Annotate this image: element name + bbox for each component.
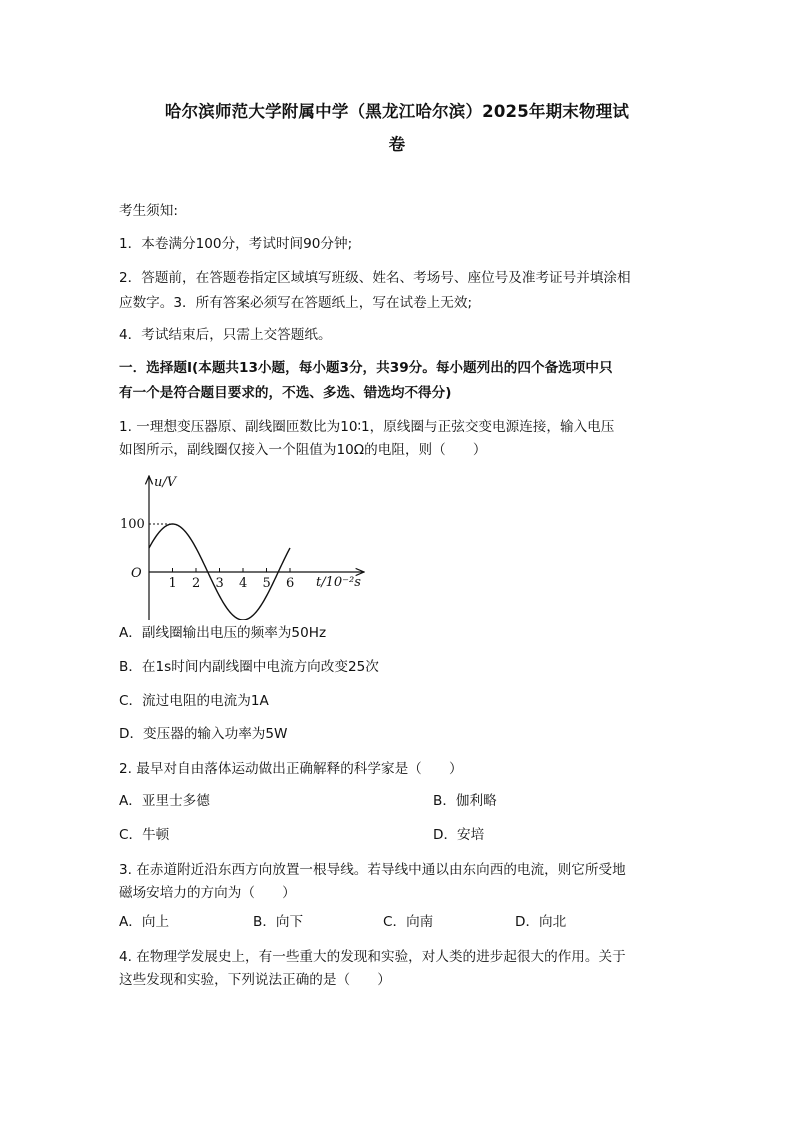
voltage-time-graph <box>118 470 378 620</box>
x-tick-label-5: 5 <box>262 576 271 591</box>
q2-option-c[interactable]: C．牛顿 <box>119 827 170 843</box>
x-tick-label-4: 4 <box>239 576 248 591</box>
q2-option-b[interactable]: B．伽利略 <box>433 793 497 809</box>
x-tick-label-1: 1 <box>168 576 177 591</box>
x-axis-label: t/10⁻²s <box>316 575 361 590</box>
y-axis-label: u/V <box>154 475 177 490</box>
q2-option-d[interactable]: D．安培 <box>433 827 485 843</box>
q1-option-b[interactable]: B．在1s时间内副线圈中电流方向改变25次 <box>119 659 379 675</box>
x-tick-label-3: 3 <box>215 576 224 591</box>
notice-item-1: 1．本卷满分100分，考试时间90分钟; <box>119 236 353 252</box>
question-4-stem-line-1: 4. 在物理学发展史上，有一些重大的发现和实验，对人类的进步起很大的作用。关于 <box>119 949 626 965</box>
notice-heading: 考生须知: <box>119 203 178 219</box>
voltage-graph-svg <box>118 470 378 620</box>
question-3-stem-line-2: 磁场安培力的方向为（ ） <box>119 885 296 901</box>
notice-item-2-line-2: 应数字。3．所有答案必须写在答题纸上，写在试卷上无效; <box>119 295 473 311</box>
q3-option-a[interactable]: A．向上 <box>119 914 170 930</box>
section-heading-line-1: 一．选择题Ⅰ(本题共13小题，每小题3分，共39分。每小题列出的四个备选项中只 <box>119 360 613 376</box>
page-title <box>110 95 684 161</box>
q1-option-a[interactable]: A．副线圈输出电压的频率为50Hz <box>119 625 327 641</box>
y-tick-label-100: 100 <box>120 517 145 532</box>
question-1-stem-line-2: 如图所示，副线圈仅接入一个阻值为10Ω的电阻，则（ ） <box>119 442 487 458</box>
origin-label: O <box>131 566 142 581</box>
x-tick-label-2: 2 <box>192 576 201 591</box>
q3-option-d[interactable]: D．向北 <box>515 914 567 930</box>
x-tick-label-6: 6 <box>286 576 295 591</box>
question-1-stem-line-1: 1. 一理想变压器原、副线圈匝数比为10∶1，原线圈与正弦交变电源连接，输入电压 <box>119 419 615 435</box>
title-line-1: 哈尔滨师范大学附属中学（黑龙江哈尔滨）2025年期末物理试 <box>164 102 630 121</box>
q1-option-c[interactable]: C．流过电阻的电流为1A <box>119 693 269 709</box>
question-2-stem: 2. 最早对自由落体运动做出正确解释的科学家是（ ） <box>119 761 463 777</box>
question-3-stem-line-1: 3. 在赤道附近沿东西方向放置一根导线。若导线中通以由东向西的电流，则它所受地 <box>119 862 626 878</box>
q2-option-a[interactable]: A．亚里士多德 <box>119 793 210 809</box>
notice-item-2-line-1: 2．答题前，在答题卷指定区域填写班级、姓名、考场号、座位号及准考证号并填涂相 <box>119 270 631 286</box>
notice-item-4: 4．考试结束后，只需上交答题纸。 <box>119 327 332 343</box>
question-4-stem-line-2: 这些发现和实验，下列说法正确的是（ ） <box>119 972 391 988</box>
q3-option-b[interactable]: B．向下 <box>253 914 304 930</box>
q3-option-c[interactable]: C．向南 <box>383 914 434 930</box>
section-heading-line-2: 有一个是符合题目要求的，不选、多选、错选均不得分) <box>119 385 452 401</box>
q1-option-d[interactable]: D．变压器的输入功率为5W <box>119 726 288 742</box>
title-line-2: 卷 <box>388 135 406 154</box>
